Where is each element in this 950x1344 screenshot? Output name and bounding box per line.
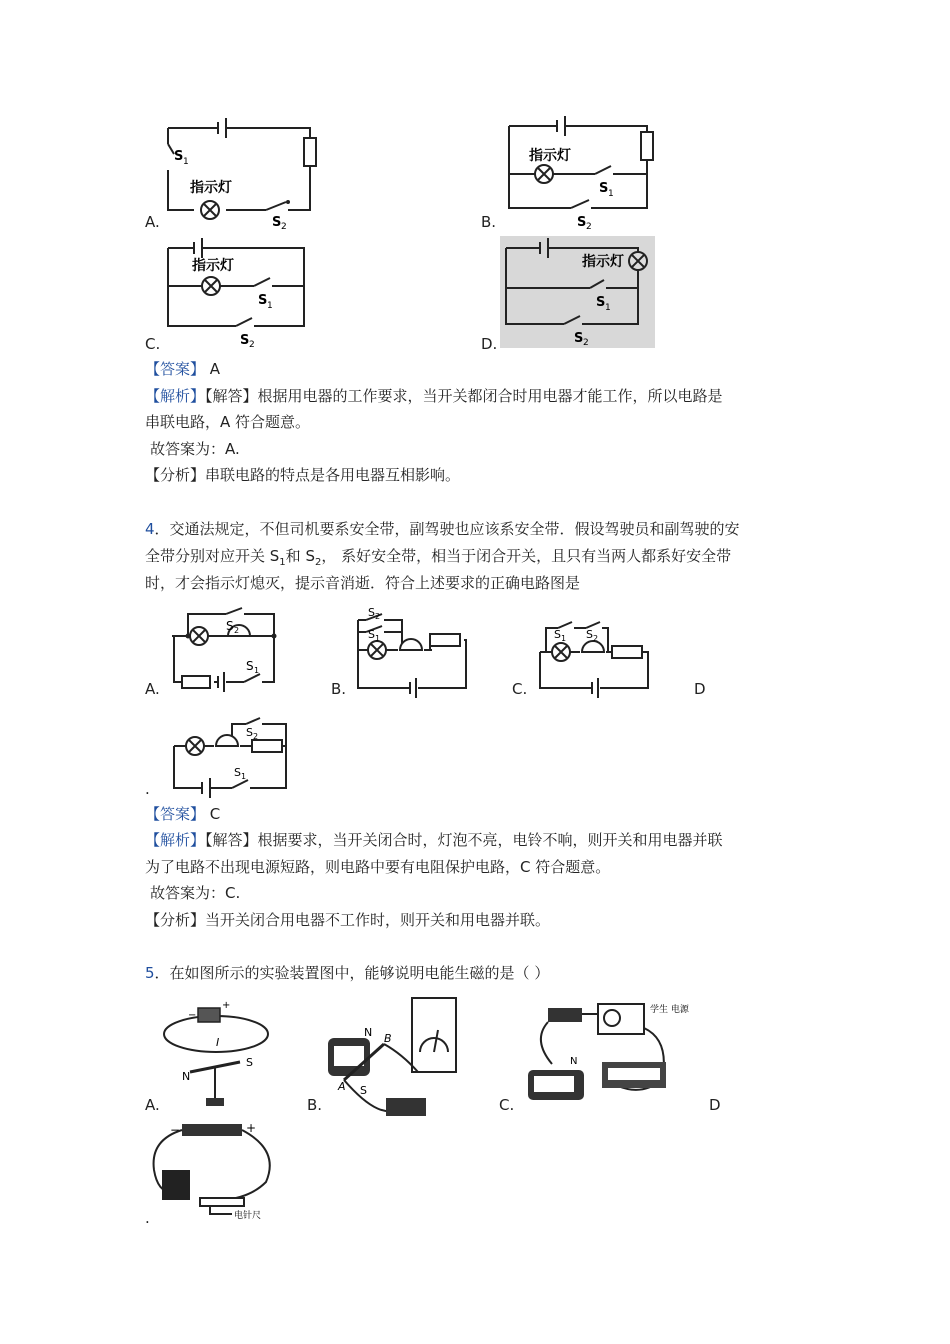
q4a-s1: S: [246, 659, 254, 673]
q3a-s1-sub: 1: [183, 157, 189, 167]
q5-option-a: A.: [145, 1096, 160, 1114]
q4-answer: C: [209, 805, 221, 823]
q5d-minus: −: [170, 1123, 181, 1137]
q4d-s1: S: [234, 766, 241, 779]
q5-figure-a: [160, 1000, 280, 1110]
q4-figure-d: [170, 712, 288, 798]
q5-stem-text: ．在如图所示的实验装置图中，能够说明电能生磁的是（ ）: [154, 964, 550, 982]
q3-option-d: D.: [481, 335, 498, 353]
q4-option-d: D: [694, 680, 706, 698]
q4-stem-line1: [145, 518, 740, 540]
q3c-s2-label: S: [240, 333, 250, 348]
q4a-s1-sub: 1: [254, 666, 260, 675]
q3b-lamp-label: 指示灯: [529, 148, 571, 164]
q4-trailing-dot: .: [145, 780, 150, 798]
q4-stem-line2: [145, 545, 731, 574]
q4-analysis-text1: 【解答】根据要求，当开关闭合时，灯泡不亮，电铃不响，则开关和用电器并联: [205, 831, 723, 849]
q5a-plus: +: [222, 1000, 231, 1011]
q4-figure-a: [168, 606, 288, 692]
q4-line2-sub1: 1: [279, 557, 286, 568]
q3-analysis-line2: 串联电路，A 符合题意。: [145, 413, 311, 431]
q3-figure-c: [162, 238, 312, 350]
q4-option-a: A.: [145, 680, 160, 698]
q3-conclusion: 故答案为：A.: [150, 440, 240, 458]
q4-fenxi: 【分析】当开关闭合用电器不工作时，则开关和用电器并联。: [145, 911, 551, 929]
q5b-s: S: [360, 1084, 367, 1097]
q4b-s1: S: [368, 628, 375, 641]
q4b-s1-sub: 1: [375, 634, 381, 643]
q5-figure-b: [322, 994, 462, 1136]
q5b-b: B: [384, 1032, 392, 1045]
q3-figure-a: [160, 118, 320, 232]
q4-line2-b: 和 S: [285, 547, 315, 565]
q5-option-b: B.: [307, 1096, 323, 1114]
q5a-i: I: [216, 1036, 220, 1049]
q3d-s1-sub: 1: [605, 303, 611, 313]
q4c-s1-sub: 1: [561, 634, 567, 643]
q4-analysis-line2: 为了电路不出现电源短路，则电路中要有电阻保护电路，C 符合题意。: [145, 858, 611, 876]
q3-analysis-line1: [145, 385, 723, 407]
q3d-lamp-label: 指示灯: [582, 254, 624, 270]
q5a-n: N: [182, 1070, 191, 1083]
q5-option-d: D: [709, 1096, 721, 1114]
q3d-s2-sub: 2: [583, 338, 589, 348]
q4c-s2: S: [586, 628, 593, 641]
q4-answer-line: [145, 803, 220, 825]
q3-figure-b: [505, 116, 665, 232]
q3-figure-d: [500, 236, 655, 348]
q5-option-c: C.: [499, 1096, 515, 1114]
q5b-n: N: [364, 1026, 373, 1039]
q4-line1-text: ．交通法规定，不但司机要系安全带，副驾驶也应该系安全带．假设驾驶员和副驾驶的安: [154, 520, 740, 538]
q4-number: 4: [145, 520, 155, 538]
q3a-lamp-label: 指示灯: [190, 180, 232, 196]
q5d-plus: +: [246, 1121, 257, 1135]
q5-figure-d: [150, 1120, 290, 1226]
q5b-a: A: [338, 1080, 346, 1093]
q4d-s2: S: [246, 726, 253, 739]
q3-analysis-text1: 【解答】根据用电器的工作要求，当开关都闭合时用电器才能工作，所以电路是: [205, 387, 723, 405]
q3-option-c: C.: [145, 335, 161, 353]
q4-analysis-line1: [145, 829, 723, 851]
q4-answer-tag: 【答案】: [145, 805, 206, 823]
q3c-lamp-label: 指示灯: [192, 258, 234, 274]
q5a-s: S: [246, 1056, 253, 1069]
q4-line2-c: ， 系好安全带，相当于闭合开关，且只有当两人都系好安全带: [321, 547, 732, 565]
q3-fenxi: 【分析】串联电路的特点是各用电器互相影响。: [145, 466, 461, 484]
q5d-scale: 电针尺: [234, 1211, 262, 1221]
q4a-s2-sub: 2: [234, 626, 240, 635]
q4-line2-sub2: 2: [314, 557, 322, 568]
q3-answer-line: [145, 358, 220, 380]
q4d-s1-sub: 1: [241, 772, 247, 781]
q4d-s2-sub: 2: [253, 732, 259, 741]
q3-option-a: A.: [145, 213, 160, 231]
q3c-s1-label: S: [258, 293, 268, 308]
q4b-s2: S: [368, 606, 375, 619]
q4-conclusion: 故答案为：C.: [150, 884, 241, 902]
q3b-s1-label: S: [599, 181, 609, 196]
q5-trailing-dot: .: [145, 1209, 150, 1227]
q4-option-b: B.: [331, 680, 347, 698]
q3b-s2-sub: 2: [586, 222, 592, 232]
q4-line2-a: 全带分别对应开关 S: [145, 547, 280, 565]
q5-number: 5: [145, 964, 155, 982]
q5-figure-c: [522, 1000, 689, 1112]
q4c-s1: S: [554, 628, 561, 641]
q3b-s1-sub: 1: [608, 189, 614, 199]
q3a-s2-label: S: [272, 215, 282, 230]
q3-answer: A: [209, 360, 221, 378]
q3d-s1-label: S: [596, 295, 606, 310]
q3b-s2-label: S: [577, 215, 587, 230]
q5c-power: 学生 电源: [650, 1005, 689, 1015]
q5a-minus: −: [188, 1010, 197, 1021]
q4-figure-c: [536, 612, 654, 692]
q4b-s2-sub: 2: [375, 612, 381, 621]
q3a-s1-label: S: [174, 149, 184, 164]
q4a-s2: S: [226, 619, 234, 633]
q3a-s2-sub: 2: [281, 222, 287, 232]
q5-stem: [145, 962, 549, 984]
q5c-n: N: [570, 1056, 578, 1067]
q4-option-c: C.: [512, 680, 528, 698]
q3c-s2-sub: 2: [249, 340, 255, 350]
q3c-s1-sub: 1: [267, 301, 273, 311]
q3-option-b: B.: [481, 213, 497, 231]
q4-stem-line3: 时，才会指示灯熄灭，提示音消逝．符合上述要求的正确电路图是: [145, 574, 581, 592]
q3-analysis-tag: 【解析】: [145, 387, 206, 405]
q4c-s2-sub: 2: [593, 634, 599, 643]
q4-figure-b: [354, 604, 470, 690]
q3d-s2-label: S: [574, 331, 584, 346]
q4-analysis-tag: 【解析】: [145, 831, 206, 849]
q3-answer-tag: 【答案】: [145, 360, 206, 378]
